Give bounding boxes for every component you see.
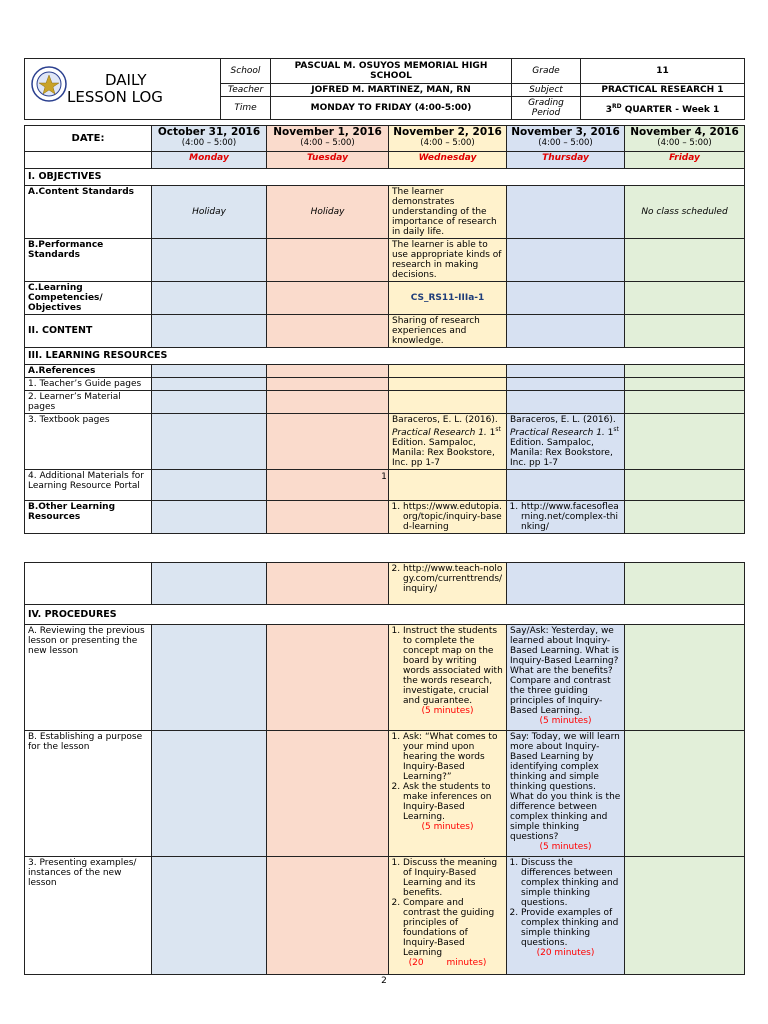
wed-competency-code: CS_RS11-IIIa-1 <box>389 282 507 315</box>
procedure-step: 1. Ask: “What comes to your mind upon hearing the words Inquiry-Based Learning?” <box>403 732 503 782</box>
cell <box>267 731 389 857</box>
cell <box>507 391 625 414</box>
school-value: PASCUAL M. OSUYOS MEMORIAL HIGH SCHOOL <box>271 59 512 84</box>
date-text: November 3, 2016 <box>511 126 620 138</box>
cell <box>625 239 745 282</box>
procedure-step: 1. Discuss the meaning of Inquiry-Based Learning and its benefits. <box>403 858 503 898</box>
row-proc-b: B. Establishing a purpose for the lesson <box>25 731 152 857</box>
wed-content: Sharing of research experiences and knowledge. <box>389 315 507 348</box>
cell <box>152 563 267 605</box>
time-allotment <box>392 958 503 968</box>
time-label: Time <box>221 97 271 120</box>
no-class-friday: No class scheduled <box>625 186 745 239</box>
row-proc-c: 3. Presenting examples/ instances of the new lesson <box>25 857 152 975</box>
cell <box>25 563 152 605</box>
date-label: DATE: <box>25 126 152 152</box>
time-value: MONDAY TO FRIDAY (4:00-5:00) <box>271 97 512 120</box>
row-other-resources: B.Other Learning Resources <box>25 501 152 534</box>
teacher-label: Teacher <box>221 84 271 97</box>
cell <box>507 378 625 391</box>
wed-proc-c <box>389 857 507 975</box>
cell <box>389 378 507 391</box>
procedure-text: Say: Today, we will learn more about Inquiry-Based Learning by identifying complex thinking and simple thinking questions. What do you think is the difference between complex thinking and simple thinking questions? <box>510 732 621 842</box>
time-allotment: (5 minutes) <box>421 706 474 716</box>
cell <box>267 563 389 605</box>
procedure-step: 2. Compare and contrast the guiding principles of foundations of Inquiry-Based Learning <box>403 898 503 958</box>
row-proc-a: A. Reviewing the previous lesson or presenting the new lesson <box>25 625 152 731</box>
quarter-sup: RD <box>611 102 622 110</box>
row-tg-pages: 1. Teacher’s Guide pages <box>25 378 152 391</box>
time-text: (4:00 – 5:00) <box>657 138 712 148</box>
date-thursday <box>507 126 625 152</box>
wed-performance-standards: The learner is able to use appropriate kinds of research in making decisions. <box>389 239 507 282</box>
cell <box>152 391 267 414</box>
date-monday <box>152 126 267 152</box>
cell <box>267 414 389 470</box>
procedure-step: 2. Provide examples of complex thinking and simple thinking questions. <box>521 908 621 948</box>
cell <box>267 365 389 378</box>
cell <box>507 239 625 282</box>
textbook-author: Baraceros, E. L. (2016). <box>392 415 498 425</box>
school-label: School <box>221 59 271 84</box>
grading-period-label: Grading Period <box>512 97 581 120</box>
cell <box>267 282 389 315</box>
wed-content-standards: The learner demonstrates understanding of the importance of research in daily life. <box>389 186 507 239</box>
procedure-step: 2. Ask the students to make inferences on Inquiry-Based Learning. <box>403 782 503 822</box>
day-label-empty <box>25 152 152 169</box>
thu-textbook <box>507 414 625 470</box>
cell <box>625 391 745 414</box>
time-text: (4:00 – 5:00) <box>181 138 237 148</box>
date-text: November 2, 2016 <box>393 126 502 138</box>
cell <box>152 239 267 282</box>
cell <box>152 625 267 731</box>
title-line-2: LESSON LOG <box>67 88 163 106</box>
time-part-b: minutes) <box>446 958 487 968</box>
cell <box>625 414 745 470</box>
cell <box>507 315 625 348</box>
resource-link[interactable]: 1. http://www.facesoflearning.net/complex-thinking/ <box>521 502 621 532</box>
cell <box>625 315 745 348</box>
day-wednesday: Wednesday <box>389 152 507 169</box>
date-wednesday <box>389 126 507 152</box>
cell <box>625 378 745 391</box>
quarter-value <box>581 97 745 120</box>
date-text: November 1, 2016 <box>273 126 382 138</box>
grade-label: Grade <box>512 59 581 84</box>
holiday-tuesday: Holiday <box>267 186 389 239</box>
thu-content-standards <box>507 186 625 239</box>
row-performance-standards: B.Performance Standards <box>25 239 152 282</box>
quarter-rest: QUARTER - Week 1 <box>621 104 720 115</box>
thu-proc-a <box>507 625 625 731</box>
wed-proc-b <box>389 731 507 857</box>
textbook-edition-sup: st <box>613 426 619 433</box>
cell <box>507 365 625 378</box>
cell <box>152 731 267 857</box>
thu-proc-b <box>507 731 625 857</box>
cell <box>625 501 745 534</box>
wed-other-resources-cont <box>389 563 507 605</box>
grade-value: 11 <box>581 59 745 84</box>
title-cell <box>25 59 221 120</box>
textbook-publisher: Edition. Sampaloc, Manila: Rex Bookstore, Inc. pp 1-7 <box>392 438 495 468</box>
procedure-step: 1. Discuss the differences between complex thinking and simple thinking questions. <box>521 858 621 908</box>
section-procedures: IV. PROCEDURES <box>25 605 745 625</box>
row-lm-pages: 2. Learner’s Material pages <box>25 391 152 414</box>
cell <box>152 282 267 315</box>
time-text: (4:00 – 5:00) <box>538 138 593 148</box>
subject-label: Subject <box>512 84 581 97</box>
textbook-edition-sup: st <box>495 426 501 433</box>
textbook-author: Baraceros, E. L. (2016). <box>510 415 616 425</box>
wed-textbook <box>389 414 507 470</box>
row-content-standards: A.Content Standards <box>25 186 152 239</box>
date-tuesday <box>267 126 389 152</box>
resource-link[interactable]: 2. http://www.teach-nology.com/currenttrends/inquiry/ <box>403 564 503 594</box>
time-allotment: (20 minutes) <box>536 948 595 958</box>
cell <box>625 731 745 857</box>
header-table <box>24 58 745 120</box>
cell <box>267 625 389 731</box>
cell <box>152 857 267 975</box>
cell <box>267 501 389 534</box>
thu-proc-c <box>507 857 625 975</box>
cell <box>625 282 745 315</box>
cell <box>267 857 389 975</box>
day-thursday: Thursday <box>507 152 625 169</box>
procedure-text: Say/Ask: Yesterday, we learned about Inquiry-Based Learning. What is Inquiry-Based Learning? What are the benefits? Compare and contrast the three guiding principles of Inquiry-Based Learning. <box>510 626 619 716</box>
cell <box>267 239 389 282</box>
time-text: (4:00 – 5:00) <box>300 138 355 148</box>
cell <box>625 563 745 605</box>
time-allotment: (5 minutes) <box>421 822 474 832</box>
teacher-value: JOFRED M. MARTINEZ, MAN, RN <box>271 84 512 97</box>
date-text: November 4, 2016 <box>630 126 739 138</box>
thu-other-resources <box>507 501 625 534</box>
cell <box>625 625 745 731</box>
cell <box>507 563 625 605</box>
cell <box>507 282 625 315</box>
subject-value: PRACTICAL RESEARCH 1 <box>581 84 745 97</box>
textbook-edition-num: 1 <box>607 428 614 438</box>
textbook-edition-num: 1 <box>489 428 496 438</box>
resource-link[interactable]: 1. https://www.edutopia.org/topic/inquiry-based-learning <box>403 502 503 532</box>
section-learning-resources: III. LEARNING RESOURCES <box>25 348 745 365</box>
cell <box>152 315 267 348</box>
cell <box>152 378 267 391</box>
procedure-step: 1. Instruct the students to complete the concept map on the board by writing words associated with the words research, investigate, crucial and guarantee. <box>403 626 503 706</box>
textbook-publisher: Edition. Sampaloc, Manila: Rex Bookstore, Inc. pp 1-7 <box>510 438 613 468</box>
page-number-2: 2 <box>381 976 387 986</box>
page-number-1: 1 <box>381 472 387 482</box>
row-references: A.References <box>25 365 152 378</box>
row-additional-materials: 4. Additional Materials for Learning Resource Portal <box>25 470 152 501</box>
date-friday <box>625 126 745 152</box>
cell <box>389 365 507 378</box>
cell <box>152 414 267 470</box>
day-monday: Monday <box>152 152 267 169</box>
cell <box>625 365 745 378</box>
wed-other-resources <box>389 501 507 534</box>
cell <box>625 857 745 975</box>
day-friday: Friday <box>625 152 745 169</box>
row-textbook-pages: 3. Textbook pages <box>25 414 152 470</box>
quarter-num: 3 <box>605 104 612 115</box>
cell <box>152 365 267 378</box>
cell <box>267 391 389 414</box>
day-tuesday: Tuesday <box>267 152 389 169</box>
time-text: (4:00 – 5:00) <box>420 138 475 148</box>
cell <box>152 501 267 534</box>
cell <box>267 378 389 391</box>
textbook-title: Practical Research 1. <box>392 428 487 438</box>
wed-proc-a <box>389 625 507 731</box>
cell <box>267 315 389 348</box>
lesson-table-page-2 <box>24 562 745 975</box>
holiday-monday: Holiday <box>152 186 267 239</box>
time-allotment: (5 minutes) <box>539 716 592 726</box>
date-text: October 31, 2016 <box>157 126 261 138</box>
row-competencies: C.Learning Competencies/ Objectives <box>25 282 152 315</box>
section-objectives: I. OBJECTIVES <box>25 169 745 186</box>
time-part-a: (20 <box>408 958 424 968</box>
textbook-title: Practical Research 1. <box>510 428 605 438</box>
time-allotment: (5 minutes) <box>539 842 592 852</box>
cell <box>389 391 507 414</box>
title-line-1: DAILY <box>105 71 147 89</box>
section-content: II. CONTENT <box>25 315 152 348</box>
